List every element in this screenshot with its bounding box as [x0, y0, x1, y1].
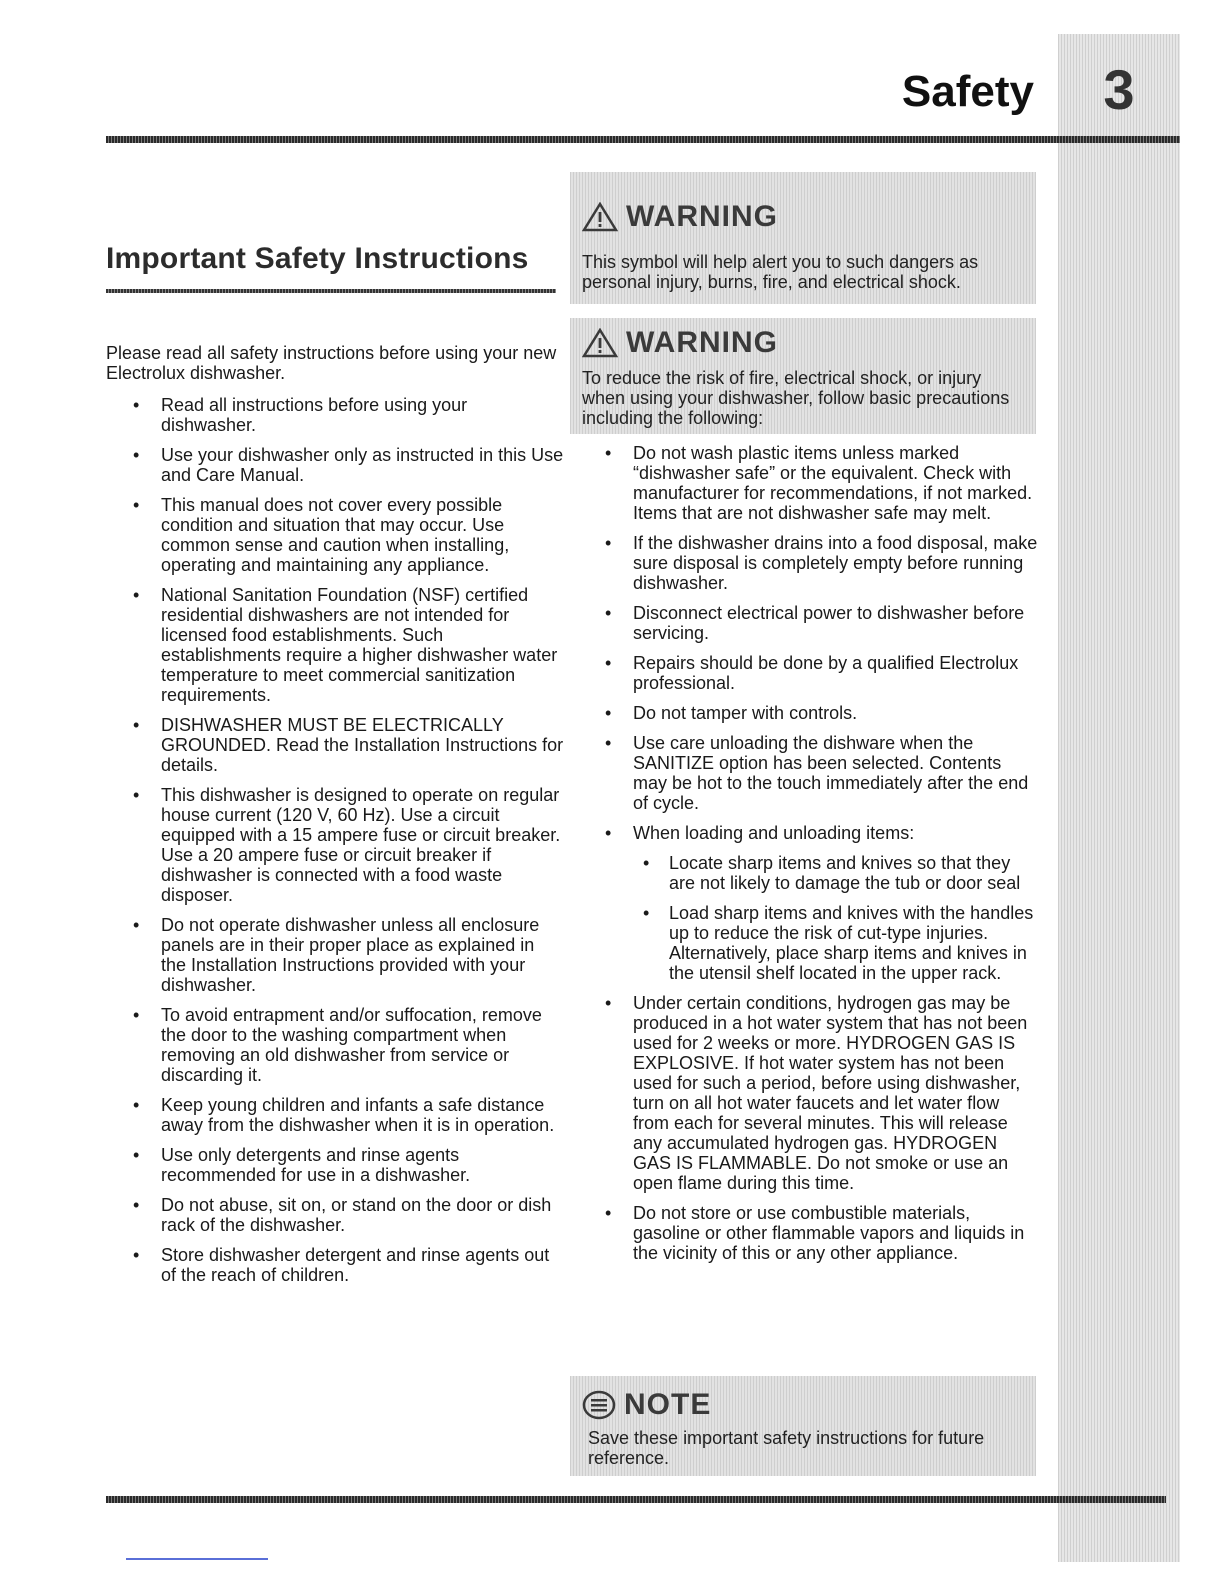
side-tab-strip	[1058, 34, 1180, 1562]
list-item: • Repairs should be done by a qualified Electrolux professional.	[576, 653, 1038, 693]
list-item	[576, 823, 1038, 983]
list-item: • Do not tamper with controls.	[576, 703, 1038, 723]
page-number: 3	[1103, 58, 1135, 121]
list-item: • This dishwasher is designed to operate on regular house current (120 V, 60 Hz). Use a circuit equipped with a 15 ampere fuse or circuit breaker. Use a 20 ampere fuse or circuit breaker if dishwasher is connected with a food waste disposer.	[106, 785, 564, 905]
sub-list-item: • Locate sharp items and knives so that they are not likely to damage the tub or door seal	[633, 853, 1038, 893]
list-item: • Use your dishwasher only as instructed in this Use and Care Manual.	[106, 445, 564, 485]
footer-link-underline	[126, 1558, 268, 1560]
page-title: Safety	[901, 67, 1034, 116]
warning-heading	[582, 328, 778, 358]
list-item-text: When loading and unloading items:	[633, 823, 915, 843]
bottom-divider	[106, 1496, 1166, 1503]
list-item: • Do not store or use combustible materials, gasoline or other flammable vapors and liquids in the vicinity of this or any other appliance.	[576, 1203, 1038, 1263]
note-heading	[582, 1390, 711, 1420]
list-item: • DISHWASHER MUST BE ELECTRICALLY GROUNDED. Read the Installation Instructions for details.	[106, 715, 564, 775]
safety-list-right	[576, 443, 1038, 1263]
list-item: • Store dishwasher detergent and rinse agents out of the reach of children.	[106, 1245, 564, 1285]
list-item: • Keep young children and infants a safe distance away from the dishwasher when it is in operation.	[106, 1095, 564, 1135]
right-column	[576, 443, 1038, 1273]
safety-list-left	[106, 395, 564, 1285]
warning-triangle-icon	[582, 328, 618, 358]
list-item: • Do not abuse, sit on, or stand on the door or dish rack of the dishwasher.	[106, 1195, 564, 1235]
list-item: • If the dishwasher drains into a food disposal, make sure disposal is completely empty before running dishwasher.	[576, 533, 1038, 593]
list-item: • Do not wash plastic items unless marked “dishwasher safe” or the equivalent. Check with manufacturer for recommendations, if not marked. Items that are not dishwasher safe may melt.	[576, 443, 1038, 523]
warning-text: To reduce the risk of fire, electrical shock, or injury when using your dishwasher, follow basic precautions including the following:	[582, 368, 1010, 428]
note-title: NOTE	[624, 1388, 712, 1421]
top-divider	[106, 136, 1180, 143]
loading-sublist	[633, 853, 1038, 983]
list-item: • Disconnect electrical power to dishwasher before servicing.	[576, 603, 1038, 643]
list-item: • National Sanitation Foundation (NSF) certified residential dishwashers are not intended for licensed food establishments. Such establishments require a higher dishwasher water temperature to meet commercial sanitization requirements.	[106, 585, 564, 705]
list-item: • Use only detergents and rinse agents recommended for use in a dishwasher.	[106, 1145, 564, 1185]
warning-triangle-icon	[582, 202, 618, 232]
warning-box-precautions	[570, 318, 1036, 434]
list-item: • Use care unloading the dishware when the SANITIZE option has been selected. Contents may be hot to the touch immediately after the end of cycle.	[576, 733, 1038, 813]
warning-title: WARNING	[626, 326, 778, 359]
list-item: • Read all instructions before using your dishwasher.	[106, 395, 564, 435]
list-item: • This manual does not cover every possible condition and situation that may occur. Use common sense and caution when installing, operating and maintaining any appliance.	[106, 495, 564, 575]
list-item: • To avoid entrapment and/or suffocation, remove the door to the washing compartment when removing an old dishwasher from service or discarding it.	[106, 1005, 564, 1085]
note-icon	[582, 1390, 616, 1420]
left-column	[106, 343, 564, 1295]
intro-paragraph: Please read all safety instructions before using your new Electrolux dishwasher.	[106, 343, 557, 383]
warning-box-symbol	[570, 172, 1036, 304]
section-heading: Important Safety Instructions	[106, 242, 529, 275]
list-item: • Do not operate dishwasher unless all enclosure panels are in their proper place as explained in the Installation Instructions provided with your dishwasher.	[106, 915, 564, 995]
note-box	[570, 1376, 1036, 1476]
list-item: • Under certain conditions, hydrogen gas may be produced in a hot water system that has not been used for 2 weeks or more. HYDROGEN GAS IS EXPLOSIVE. If hot water system has not been used for such a period, before using dishwasher, turn on all hot water faucets and let water flow from each for several minutes. This will release any accumulated hydrogen gas. HYDROGEN GAS IS FLAMMABLE. Do not smoke or use an open flame during this time.	[576, 993, 1038, 1193]
warning-heading	[582, 202, 778, 232]
sub-list-item: • Load sharp items and knives with the handles up to reduce the risk of cut-type injuries. Alternatively, place sharp items and knives in the utensil shelf located in the upper rack.	[633, 903, 1038, 983]
warning-title: WARNING	[626, 200, 778, 233]
note-text: Save these important safety instructions for future reference.	[588, 1428, 985, 1468]
warning-text: This symbol will help alert you to such dangers as personal injury, burns, fire, and electrical shock.	[582, 252, 979, 292]
heading-divider	[106, 289, 556, 293]
